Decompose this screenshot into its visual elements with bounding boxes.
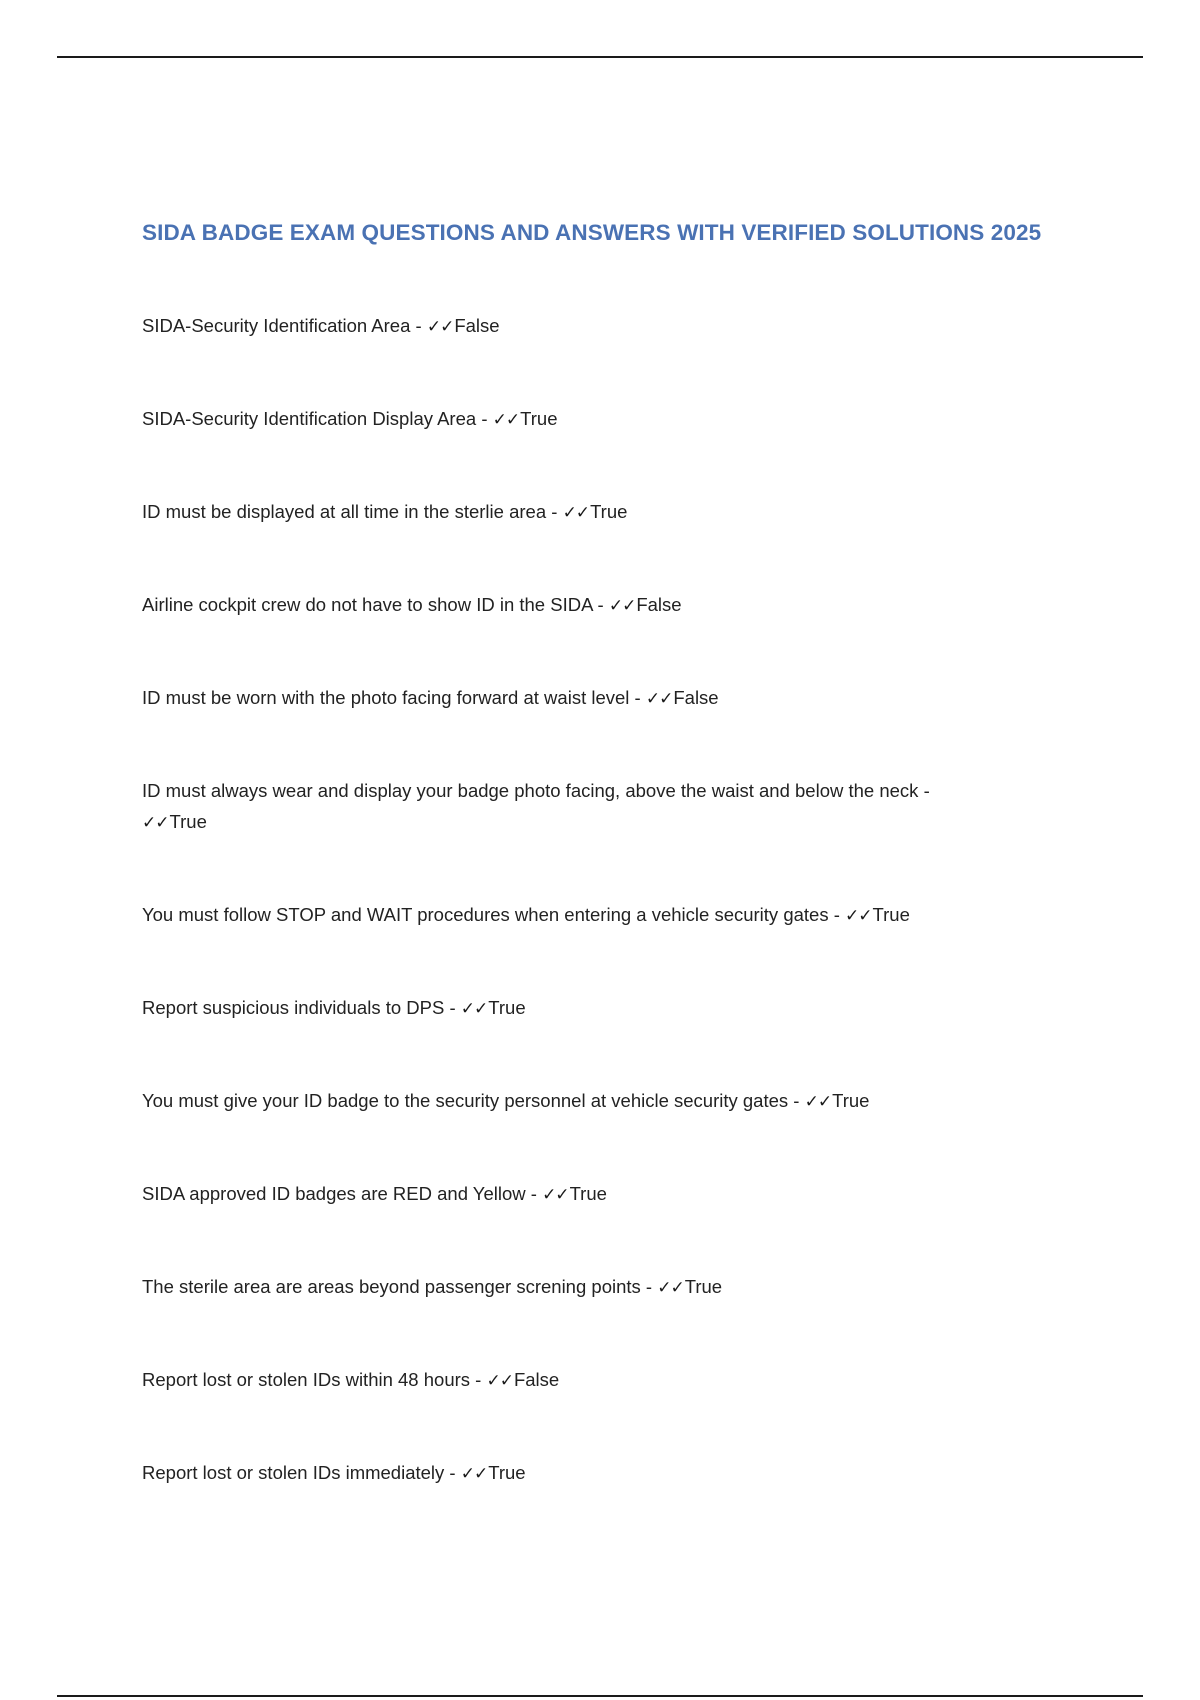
answer-text: False	[636, 594, 682, 615]
separator: -	[444, 1462, 461, 1483]
answer-text: False	[513, 1369, 560, 1390]
answer-text: True	[569, 1183, 607, 1204]
qa-item	[142, 1271, 1082, 1304]
double-check-icon: ✓✓	[460, 999, 488, 1019]
question-text: ID must be displayed at all time in the sterlie area	[142, 501, 547, 522]
qa-item	[142, 310, 1082, 343]
question-text: The sterile area are areas beyond passenger screning points	[142, 1276, 641, 1297]
footer-rule	[57, 1695, 1143, 1697]
qa-list	[142, 310, 1082, 1490]
question-text: ID must always wear and display your badge photo facing, above the waist and below the neck	[142, 780, 919, 801]
double-check-icon: ✓✓	[426, 317, 454, 337]
answer-text: True	[488, 1462, 526, 1483]
answer-text: True	[520, 408, 558, 429]
qa-item	[142, 1178, 1082, 1211]
header-rule	[57, 56, 1143, 58]
qa-item	[142, 403, 1082, 436]
question-text: Airline cockpit crew do not have to show ID in the SIDA	[142, 594, 593, 615]
question-text: ID must be worn with the photo facing forward at waist level	[142, 687, 630, 708]
question-text: SIDA-Security Identification Display Area	[142, 408, 477, 429]
answer-text: True	[832, 1090, 870, 1111]
document-body	[142, 214, 1082, 1550]
question-text: SIDA-Security Identification Area	[142, 315, 411, 336]
qa-item	[142, 1364, 1082, 1397]
separator: -	[592, 594, 609, 615]
answer-text: True	[684, 1276, 723, 1297]
document-title: SIDA BADGE EXAM QUESTIONS AND ANSWERS WITH VERIFIED SOLUTIONS 2025	[142, 220, 1042, 245]
separator: -	[410, 315, 427, 336]
double-check-icon: ✓✓	[608, 596, 636, 616]
double-check-icon: ✓✓	[460, 1464, 488, 1484]
separator: -	[629, 687, 646, 708]
qa-item	[142, 775, 1082, 839]
qa-item	[142, 589, 1082, 622]
question-text: Report lost or stolen IDs immediately	[142, 1462, 445, 1483]
double-check-icon: ✓✓	[804, 1092, 832, 1112]
separator: -	[476, 408, 493, 429]
separator: -	[788, 1090, 805, 1111]
qa-item	[142, 496, 1082, 529]
answer-text: False	[454, 315, 500, 336]
double-check-icon: ✓✓	[845, 906, 872, 926]
question-text: SIDA approved ID badges are RED and Yellow	[142, 1183, 526, 1204]
question-text: Report suspicious individuals to DPS	[142, 997, 445, 1018]
separator: -	[918, 780, 930, 801]
double-check-icon: ✓✓	[562, 503, 590, 523]
qa-item	[142, 899, 1082, 932]
separator: -	[444, 997, 461, 1018]
double-check-icon: ✓✓	[645, 689, 673, 709]
answer-text: True	[872, 904, 910, 925]
double-check-icon: ✓✓	[492, 410, 520, 430]
question-text: You must give your ID badge to the security personnel at vehicle security gates	[142, 1090, 789, 1111]
separator: -	[470, 1369, 487, 1390]
separator: -	[525, 1183, 543, 1204]
qa-item	[142, 1457, 1082, 1490]
double-check-icon: ✓✓	[542, 1185, 569, 1205]
double-check-icon: ✓✓	[142, 813, 169, 833]
separator: -	[640, 1276, 658, 1297]
question-text: You must follow STOP and WAIT procedures when entering a vehicle security gates	[142, 904, 829, 925]
answer-text: False	[673, 687, 719, 708]
separator: -	[828, 904, 846, 925]
qa-item	[142, 992, 1082, 1025]
separator: -	[546, 501, 563, 522]
qa-item	[142, 682, 1082, 715]
question-text: Report lost or stolen IDs within 48 hours	[142, 1369, 471, 1390]
answer-text: True	[488, 997, 526, 1018]
answer-text: True	[590, 501, 628, 522]
qa-item	[142, 1085, 1082, 1118]
double-check-icon: ✓✓	[657, 1278, 684, 1298]
answer-text: True	[169, 811, 207, 832]
double-check-icon: ✓✓	[486, 1371, 513, 1391]
